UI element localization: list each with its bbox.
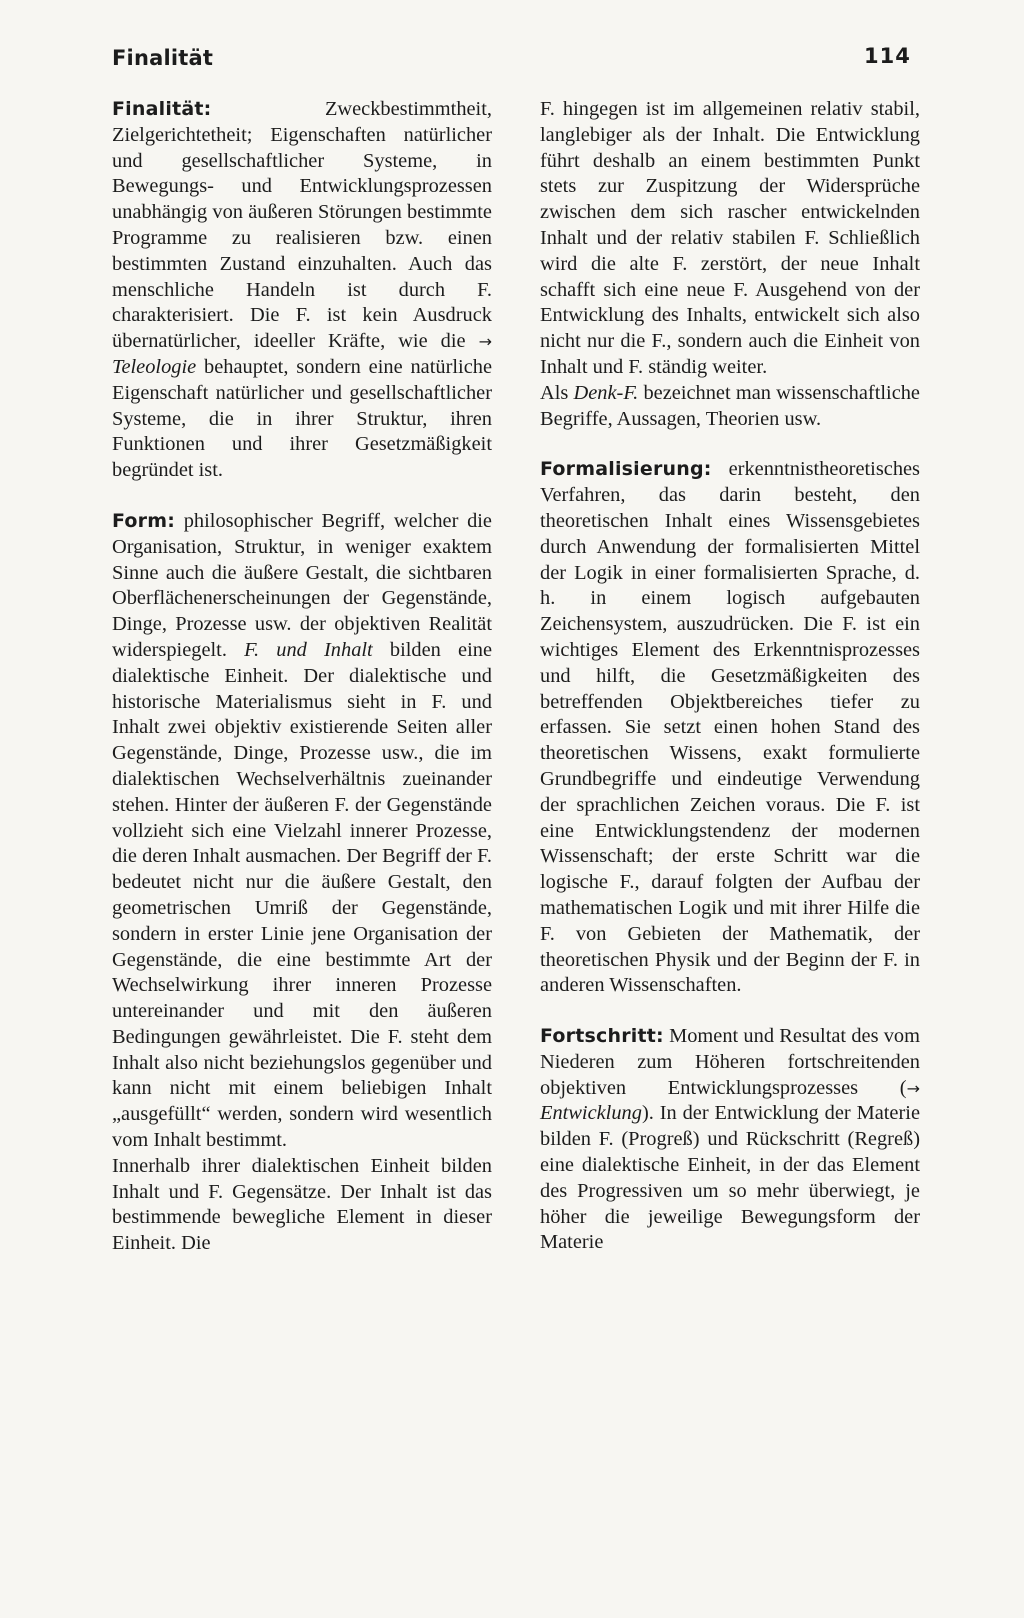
definition-text: philosophischer Begriff, welcher die Organisation, Struktur, in weniger exaktem Sinne auch die äußere Gestalt, die sichtbaren Oberflächenerscheinungen der Gegenstände, Dinge, Prozesse usw. der objektiven Realität widerspiegelt. [112,509,492,661]
entry-term: Form: [112,509,176,532]
cross-reference-arrow-icon: → [906,1078,920,1098]
cross-reference-link[interactable]: Teleologie [112,355,197,378]
cross-reference-arrow-icon: → [478,332,492,352]
entry-form [112,509,492,1257]
entry-text [112,509,492,1154]
paragraph: Als Denk-F. bezeichnet man wissenschaftliche Begriffe, Aussagen, Theorien usw. [540,381,920,430]
paragraph: Innerhalb ihrer dialektischen Einheit bilden Inhalt und F. Gegensätze. Der Inhalt ist das bestimmende bewegliche Element in dieser Einheit. Die [112,1154,492,1255]
definition-text: ). In der Entwicklung der Materie bilden F. (Progreß) und Rückschritt (Regreß) eine dialektische Einheit, in der das Element des Progressiven um so mehr überwiegt, je höher die jeweilige Bewegungsform der Materie [540,1102,920,1254]
entry-fortschritt [540,1024,920,1256]
entry-text [112,97,492,484]
paragraph: F. hingegen ist im allgemeinen relativ stabil, langlebiger als der Inhalt. Die Entwicklung führt deshalb an einem bestimmten Punkt stets zur Zuspitzung der Widersprüche zwischen dem sich rascher entwickelnden Inhalt und der relativ stabilen F. Schließlich wird die alte F. zerstört, der neue Inhalt schafft sich eine neue F. Ausgehend von der Entwicklung des Inhalts, entwickelt sich also nicht nur die F., sondern auch die Einheit von Inhalt und F. ständig weiter. [540,98,920,378]
definition-text: erkenntnistheoretisches Verfahren, das darin besteht, den theoretischen Inhalt eines Wissensgebietes durch Anwendung der formalisierten Mittel der Logik in einer formalisierten Sprache, d. h. in einem logisch aufgebauten Zeichensystem, auszudrücken. Die F. ist ein wichtiges Element des Erkenntnisprozesses und hilft, die Gesetzmäßigkeiten des betreffenden Objektbereiches tiefer zu erfassen. Sie setzt einen hohen Stand des theoretischen Wissens, exakt formulierte Grundbegriffe und eindeutige Verwendung der sprachlichen Zeichen voraus. Die F. ist eine Entwicklungstendenz der modernen Wissenschaft; der erste Schritt war die logische F., darauf folgten der Aufbau der mathematischen Logik und mit ihrer Hilfe die F. von Gebieten der Mathematik, der theoretischen Physik und der Beginn der F. in anderen Wissenschaften. [540,458,920,997]
entry-term: Fortschritt: [540,1025,664,1048]
cross-reference-link[interactable]: Entwicklung [540,1102,642,1125]
definition-text: Moment und Resultat des vom Niederen zum Höheren fortschreitenden objektiven Entwicklungsprozesses ( [540,1025,920,1099]
entry-finalitaet [112,97,492,484]
italic-term: Denk-F. [573,381,639,404]
definition-text: Zweckbestimmtheit, Zielgerichtetheit; Eigenschaften natürlicher und gesellschaftlicher Systeme, in Bewegungs- und Entwicklungsprozessen unabhängig von äußeren Störungen bestimmte Programme zu realisieren bzw. einen bestimmten Zustand einzuhalten. Auch das menschliche Handeln ist durch F. charakterisiert. Die F. ist kein Ausdruck übernatürlicher, ideeller Kräfte, wie die [112,98,492,353]
entry-term: Formalisierung: [540,458,712,481]
page-number: 114 [864,44,911,68]
running-head: Finalität [112,46,214,70]
entry-form-continued [540,97,920,432]
definition-text: behauptet, sondern eine natürliche Eigenschaft natürlicher und gesellschaftlicher Systeme, die in ihrer Struktur, ihren Funktionen und ihrer Gesetzmäßigkeit begründet ist. [112,355,492,482]
italic-term: F. und Inhalt [244,638,373,661]
entry-formalisierung [540,457,920,999]
entry-text [540,1024,920,1256]
entry-term: Finalität: [112,98,212,120]
right-column [540,97,920,1256]
definition-text: bilden eine dialektische Einheit. Der dialektische und historische Materialismus sieht in F. und Inhalt zwei objektiv existierende Seiten aller Gegenstände, Dinge, Prozesse usw., die im dialektischen Wechselverhältnis zueinander stehen. Hinter der äußeren F. der Gegenstände vollzieht sich eine Vielzahl innerer Prozesse, die deren Inhalt ausmachen. Der Begriff der F. bedeutet nicht nur die äußere Gestalt, den geometrischen Umriß der Gegenstände, sondern in erster Linie jene Organisation der Gegenstände, die eine bestimmte Art der Wechselwirkung ihrer inneren Prozesse untereinander und mit den äußeren Bedingungen gewährleistet. Die F. steht dem Inhalt also nicht beziehungslos gegenüber und kann nicht mit einem beliebigen Inhalt „ausgefüllt“ werden, sondern wird wesentlich vom Inhalt bestimmt. [112,638,493,1152]
entry-text [540,457,920,999]
left-column [112,97,492,1257]
